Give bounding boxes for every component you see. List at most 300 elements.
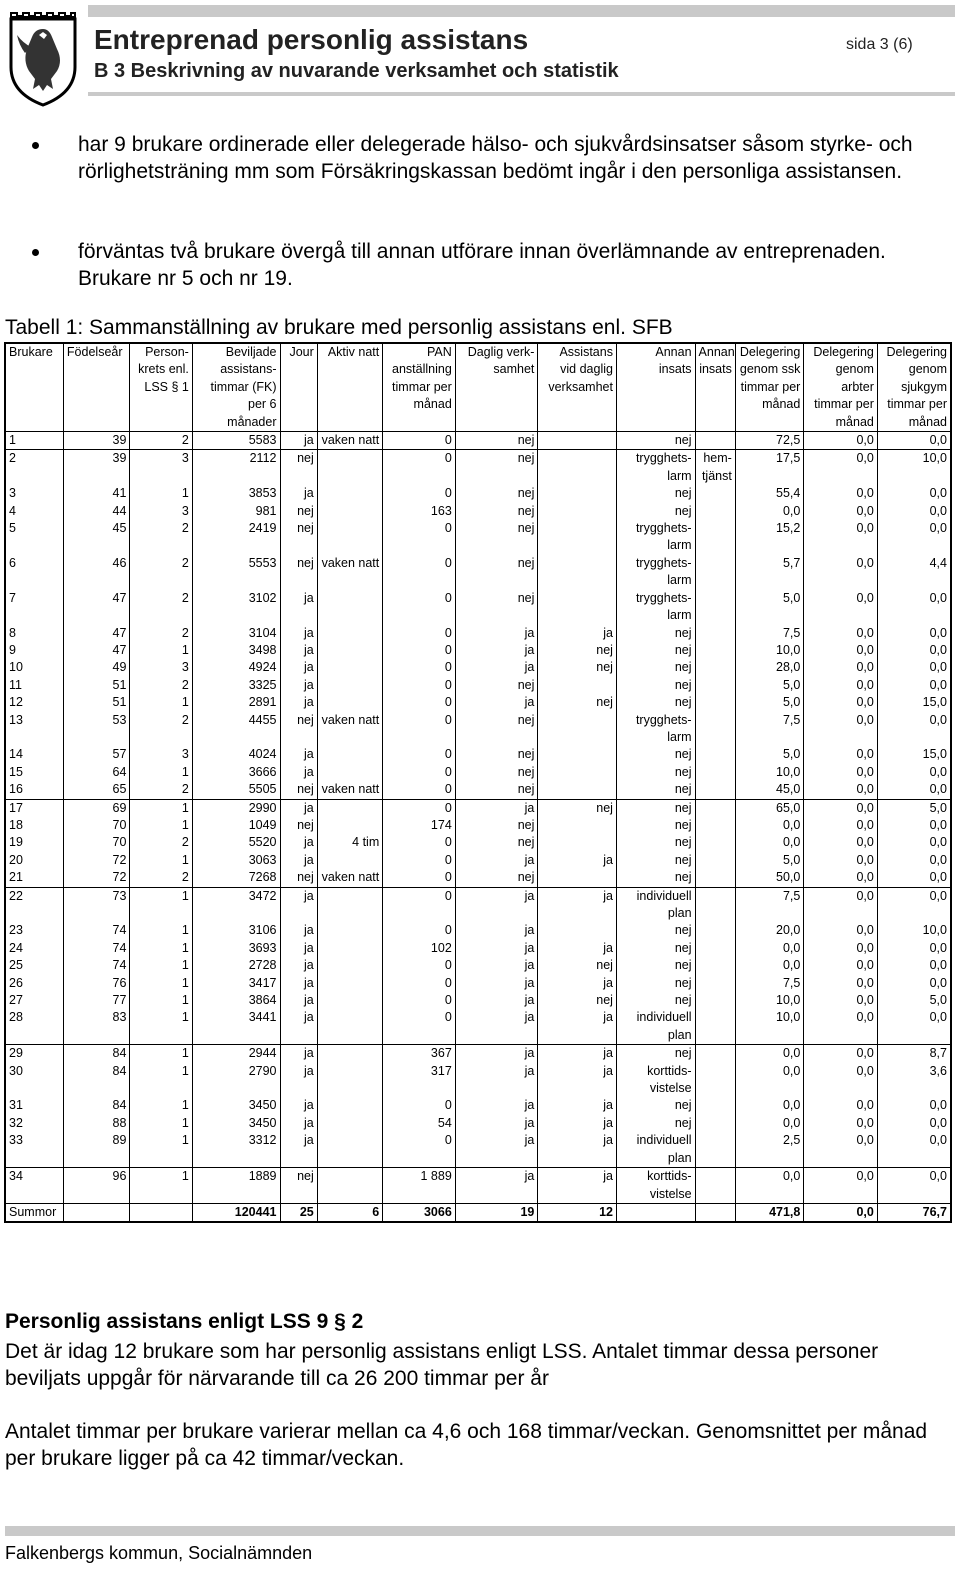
table-cell: 0 <box>383 642 456 659</box>
table-cell: 28,0 <box>735 659 804 676</box>
table-cell <box>695 992 735 1009</box>
table-cell: 51 <box>63 677 129 694</box>
table-cell: 46 <box>63 555 129 590</box>
table-cell: nej <box>616 677 695 694</box>
table-row <box>5 1132 951 1167</box>
table-cell: 0,0 <box>804 1097 878 1114</box>
table-cell: 2 <box>130 869 192 887</box>
table-cell: 74 <box>63 940 129 957</box>
table-cell: 0,0 <box>804 834 878 851</box>
table-cell: 10,0 <box>735 1009 804 1044</box>
table-cell: 0,0 <box>735 1063 804 1098</box>
table-cell: ja <box>280 694 317 711</box>
table-row <box>5 712 951 747</box>
column-header: Brukare <box>5 343 63 432</box>
bullet-dot-icon <box>32 249 39 256</box>
table-cell: 3 <box>130 659 192 676</box>
table-cell: ja <box>455 940 538 957</box>
table-cell <box>538 432 617 450</box>
table-cell: 0,0 <box>735 1115 804 1132</box>
table-cell: 0,0 <box>804 590 878 625</box>
table-cell <box>317 694 382 711</box>
table-cell: 0,0 <box>877 1009 951 1044</box>
table-cell <box>695 659 735 676</box>
table-cell: 21 <box>5 869 63 887</box>
table-cell <box>695 520 735 555</box>
table-cell: 1 <box>130 922 192 939</box>
table-cell: ja <box>455 1063 538 1098</box>
table-cell: 3417 <box>192 975 280 992</box>
table-cell: ja <box>455 1097 538 1114</box>
table-cell: 5,0 <box>877 992 951 1009</box>
table-cell: 317 <box>383 1063 456 1098</box>
table-cell: 0,0 <box>804 694 878 711</box>
table-cell: nej <box>616 764 695 781</box>
section-heading: Personlig assistans enligt LSS 9 § 2 <box>5 1310 364 1333</box>
table-cell: 0 <box>383 555 456 590</box>
table-cell: 0,0 <box>877 432 951 450</box>
table-cell: ja <box>280 940 317 957</box>
table-cell: 84 <box>63 1045 129 1063</box>
table-cell <box>695 940 735 957</box>
table-cell: 10,0 <box>735 642 804 659</box>
table-cell: ja <box>280 852 317 869</box>
table-cell: 7268 <box>192 869 280 887</box>
column-header: Aktiv natt <box>317 343 382 432</box>
table-cell: ja <box>280 887 317 922</box>
table-cell: nej <box>538 694 617 711</box>
table-cell: 65,0 <box>735 799 804 817</box>
table-cell <box>695 975 735 992</box>
table-cell: nej <box>616 1097 695 1114</box>
table-cell <box>695 781 735 799</box>
table-cell: 8 <box>5 625 63 642</box>
column-header: Person-krets enl. LSS § 1 <box>130 343 192 432</box>
table-row <box>5 555 951 590</box>
table-cell: ja <box>280 746 317 763</box>
table-cell: ja <box>280 642 317 659</box>
table-cell: nej <box>538 799 617 817</box>
table-cell <box>695 887 735 922</box>
table-cell: 7,5 <box>735 887 804 922</box>
table-cell: 0,0 <box>877 957 951 974</box>
table-row <box>5 1063 951 1098</box>
table-cell <box>317 1168 382 1204</box>
table-cell: 70 <box>63 834 129 851</box>
table-cell: nej <box>616 869 695 887</box>
table-cell: trygghets-larm <box>616 712 695 747</box>
table-cell: individuell plan <box>616 887 695 922</box>
table-cell: 3853 <box>192 485 280 502</box>
summary-cell: 0,0 <box>804 1203 878 1222</box>
table-cell <box>695 485 735 502</box>
table-cell: ja <box>455 992 538 1009</box>
table-cell <box>538 781 617 799</box>
table-cell: 1 <box>130 957 192 974</box>
table-cell: 3472 <box>192 887 280 922</box>
table-cell: 0,0 <box>804 781 878 799</box>
bullet-item <box>78 238 938 292</box>
table-cell: 50,0 <box>735 869 804 887</box>
table-cell: 0,0 <box>735 503 804 520</box>
table-cell <box>538 590 617 625</box>
table-cell: ja <box>538 1097 617 1114</box>
column-header: Assistans vid daglig verksamhet <box>538 343 617 432</box>
table-cell <box>695 432 735 450</box>
table-cell: 4 tim <box>317 834 382 851</box>
table-cell: 10,0 <box>735 764 804 781</box>
table-cell: 0,0 <box>877 659 951 676</box>
table-cell <box>317 1045 382 1063</box>
table-cell <box>538 869 617 887</box>
table-cell: 0,0 <box>804 975 878 992</box>
table-cell: 10,0 <box>877 922 951 939</box>
table-cell: 0 <box>383 922 456 939</box>
table-cell: ja <box>280 799 317 817</box>
table-cell: 57 <box>63 746 129 763</box>
table-cell: 1 <box>130 852 192 869</box>
table-cell: 0,0 <box>804 1168 878 1204</box>
table-cell: ja <box>538 975 617 992</box>
table-cell: 0,0 <box>877 677 951 694</box>
table-cell: 18 <box>5 817 63 834</box>
table-cell: 3498 <box>192 642 280 659</box>
table-cell: 1 <box>130 1097 192 1114</box>
table-cell: 5,0 <box>735 590 804 625</box>
table-cell <box>317 1097 382 1114</box>
table-cell: 47 <box>63 590 129 625</box>
table-cell: ja <box>455 1009 538 1044</box>
document-title: Entreprenad personlig assistans <box>94 24 529 55</box>
column-header: Delegering genom ssk timmar per månad <box>735 343 804 432</box>
table-cell: 0,0 <box>877 503 951 520</box>
table-cell: 10 <box>5 659 63 676</box>
table-cell: ja <box>280 1115 317 1132</box>
table-cell <box>317 746 382 763</box>
table-cell <box>317 677 382 694</box>
table-cell: 1889 <box>192 1168 280 1204</box>
table-cell: 0,0 <box>804 1115 878 1132</box>
table-cell: ja <box>538 1168 617 1204</box>
table-cell: 15,0 <box>877 746 951 763</box>
table-cell: nej <box>280 520 317 555</box>
table-cell: 0,0 <box>804 887 878 922</box>
table-cell: 73 <box>63 887 129 922</box>
table-cell <box>695 1115 735 1132</box>
table-cell: 3102 <box>192 590 280 625</box>
table-cell: 55,4 <box>735 485 804 502</box>
table-cell: 5,0 <box>735 677 804 694</box>
table-cell: 0 <box>383 677 456 694</box>
table-cell: 0,0 <box>877 1168 951 1204</box>
table-cell: 51 <box>63 694 129 711</box>
table-cell <box>317 520 382 555</box>
table-cell: ja <box>538 1045 617 1063</box>
table-cell <box>317 485 382 502</box>
table-cell: ja <box>455 1045 538 1063</box>
table-cell: 0,0 <box>804 922 878 939</box>
table-cell: nej <box>455 450 538 485</box>
table-cell: 47 <box>63 625 129 642</box>
table-cell: 1 <box>130 485 192 502</box>
table-cell: 5505 <box>192 781 280 799</box>
table-cell: 2 <box>130 555 192 590</box>
table-cell: 0,0 <box>804 659 878 676</box>
table-row <box>5 764 951 781</box>
table-cell: ja <box>455 852 538 869</box>
column-header: Födelseår <box>63 343 129 432</box>
table-cell: 1 889 <box>383 1168 456 1204</box>
table-cell: 39 <box>63 450 129 485</box>
table-cell: 0,0 <box>877 764 951 781</box>
table-cell <box>538 746 617 763</box>
table-cell <box>317 625 382 642</box>
summary-cell: 19 <box>455 1203 538 1222</box>
table-cell: 3106 <box>192 922 280 939</box>
table-cell: nej <box>455 503 538 520</box>
table-cell <box>695 1063 735 1098</box>
table-cell: 0,0 <box>804 764 878 781</box>
table-cell: hem-tjänst <box>695 450 735 485</box>
table-cell: 1 <box>130 992 192 1009</box>
table-cell <box>317 642 382 659</box>
table-cell: 1 <box>130 799 192 817</box>
table-cell: 17 <box>5 799 63 817</box>
table-cell: 5,0 <box>735 746 804 763</box>
table-cell: 1 <box>130 1009 192 1044</box>
table-cell: 4 <box>5 503 63 520</box>
table-cell: nej <box>455 555 538 590</box>
table-cell <box>695 817 735 834</box>
table-cell: 1 <box>130 764 192 781</box>
table-cell: 20 <box>5 852 63 869</box>
document-subtitle: B 3 Beskrivning av nuvarande verksamhet och statistik <box>94 60 619 82</box>
table-cell: nej <box>538 659 617 676</box>
table-cell: nej <box>280 869 317 887</box>
table-cell: 0,0 <box>735 1045 804 1063</box>
table-cell: 1 <box>130 940 192 957</box>
table-row <box>5 817 951 834</box>
table-row <box>5 432 951 450</box>
table-cell: nej <box>280 1168 317 1204</box>
table-cell: 5583 <box>192 432 280 450</box>
table-cell: vaken natt <box>317 555 382 590</box>
table-row <box>5 485 951 502</box>
table-cell: 0,0 <box>804 677 878 694</box>
table-cell: 30 <box>5 1063 63 1098</box>
table-cell: nej <box>616 485 695 502</box>
table-cell: 64 <box>63 764 129 781</box>
table-cell: 0 <box>383 590 456 625</box>
table-cell: ja <box>455 659 538 676</box>
table-cell: nej <box>280 503 317 520</box>
table-cell: 1 <box>5 432 63 450</box>
table-cell: 174 <box>383 817 456 834</box>
table-cell: 19 <box>5 834 63 851</box>
table-cell: 83 <box>63 1009 129 1044</box>
table-cell: 0,0 <box>877 940 951 957</box>
table-cell: nej <box>455 677 538 694</box>
table-row <box>5 940 951 957</box>
table-cell <box>317 1132 382 1167</box>
table-cell: 0,0 <box>804 1045 878 1063</box>
table-cell <box>317 852 382 869</box>
table-cell: nej <box>616 625 695 642</box>
table-cell: 2 <box>130 520 192 555</box>
table-cell: 0 <box>383 694 456 711</box>
table-row <box>5 659 951 676</box>
table-cell: 0,0 <box>804 1063 878 1098</box>
table-cell: 3450 <box>192 1097 280 1114</box>
table-cell: nej <box>280 781 317 799</box>
table-cell: 0,0 <box>735 1168 804 1204</box>
summary-cell: 3066 <box>383 1203 456 1222</box>
table-cell: 7,5 <box>735 625 804 642</box>
table-cell: ja <box>280 1063 317 1098</box>
table-cell: ja <box>455 694 538 711</box>
table-cell: ja <box>455 642 538 659</box>
table-cell <box>695 712 735 747</box>
table-cell: ja <box>280 1009 317 1044</box>
table-cell: 0,0 <box>735 834 804 851</box>
table-cell: 5,0 <box>735 852 804 869</box>
table-cell: 0 <box>383 1132 456 1167</box>
table-cell: nej <box>616 992 695 1009</box>
table-cell: 12 <box>5 694 63 711</box>
table-cell: ja <box>455 1132 538 1167</box>
table-cell: 2 <box>130 834 192 851</box>
table-cell: 84 <box>63 1097 129 1114</box>
table-cell: 76 <box>63 975 129 992</box>
table-cell: 2891 <box>192 694 280 711</box>
table-cell: 26 <box>5 975 63 992</box>
table-cell: vaken natt <box>317 432 382 450</box>
table-cell <box>317 799 382 817</box>
table-cell: nej <box>616 746 695 763</box>
table-cell <box>317 450 382 485</box>
table-cell <box>695 642 735 659</box>
table-cell: 0,0 <box>804 1009 878 1044</box>
table-cell: 5520 <box>192 834 280 851</box>
table-cell: korttids-vistelse <box>616 1063 695 1098</box>
table-cell <box>317 922 382 939</box>
table-cell: ja <box>280 625 317 642</box>
table-cell: 3 <box>5 485 63 502</box>
table-cell: 77 <box>63 992 129 1009</box>
table-cell: nej <box>616 922 695 939</box>
table-cell: 1 <box>130 1168 192 1204</box>
table-cell: 1 <box>130 1045 192 1063</box>
table-row <box>5 590 951 625</box>
table-cell: 72 <box>63 852 129 869</box>
table-cell: 0 <box>383 432 456 450</box>
table-cell: 0,0 <box>804 712 878 747</box>
table-cell: 367 <box>383 1045 456 1063</box>
table-cell: 3312 <box>192 1132 280 1167</box>
table-cell: nej <box>455 817 538 834</box>
table-cell: 39 <box>63 432 129 450</box>
table-cell: 0 <box>383 957 456 974</box>
table-row <box>5 922 951 939</box>
table-cell: 1 <box>130 694 192 711</box>
table-row <box>5 677 951 694</box>
page-number: sida 3 (6) <box>846 36 913 53</box>
table-cell: 3,6 <box>877 1063 951 1098</box>
table-cell: 27 <box>5 992 63 1009</box>
table-cell: 33 <box>5 1132 63 1167</box>
table-cell: nej <box>455 834 538 851</box>
table-cell: ja <box>280 1097 317 1114</box>
table-cell: 10,0 <box>877 450 951 485</box>
table-cell: 0,0 <box>804 520 878 555</box>
table-cell: ja <box>455 887 538 922</box>
table-cell: nej <box>616 852 695 869</box>
table-cell: 3063 <box>192 852 280 869</box>
table-cell: 1 <box>130 887 192 922</box>
table-cell: 45,0 <box>735 781 804 799</box>
table-cell: 2 <box>130 625 192 642</box>
table-cell: 2990 <box>192 799 280 817</box>
table-cell <box>695 799 735 817</box>
table-cell: 2790 <box>192 1063 280 1098</box>
table-cell: 0,0 <box>877 485 951 502</box>
table-cell: nej <box>616 817 695 834</box>
table-cell: nej <box>455 485 538 502</box>
section-paragraph: Antalet timmar per brukare varierar mellan ca 4,6 och 168 timmar/veckan. Genomsnittet per månad per brukare ligger på ca 42 timmar/veckan. <box>5 1420 928 1470</box>
table-cell <box>317 503 382 520</box>
table-cell: 0 <box>383 746 456 763</box>
summary-cell: 120441 <box>192 1203 280 1222</box>
table-cell: nej <box>616 799 695 817</box>
summary-cell <box>616 1203 695 1222</box>
summary-cell: Summor <box>5 1203 63 1222</box>
summary-cell: 6 <box>317 1203 382 1222</box>
table-cell: 5,7 <box>735 555 804 590</box>
municipal-crest-icon <box>5 5 81 107</box>
table-cell: 34 <box>5 1168 63 1204</box>
table-cell: 0,0 <box>804 450 878 485</box>
table-cell <box>538 922 617 939</box>
table-cell: ja <box>538 1115 617 1132</box>
table-cell: 0,0 <box>877 975 951 992</box>
table-cell: ja <box>280 957 317 974</box>
table-cell: 0,0 <box>735 940 804 957</box>
table-row <box>5 450 951 485</box>
table-cell: vaken natt <box>317 781 382 799</box>
table-cell: 0,0 <box>877 712 951 747</box>
table-cell: nej <box>455 520 538 555</box>
column-header: Annan insats <box>616 343 695 432</box>
table-cell: 44 <box>63 503 129 520</box>
table-cell: nej <box>455 432 538 450</box>
table-cell: 89 <box>63 1132 129 1167</box>
table-cell: 0 <box>383 975 456 992</box>
table-cell: 15,2 <box>735 520 804 555</box>
table-cell <box>538 677 617 694</box>
table-cell: 0,0 <box>804 432 878 450</box>
table-row <box>5 834 951 851</box>
table-cell <box>538 817 617 834</box>
table-cell: 9 <box>5 642 63 659</box>
table-cell: 8,7 <box>877 1045 951 1063</box>
table-cell: 1 <box>130 817 192 834</box>
table-cell: nej <box>616 694 695 711</box>
table-cell: nej <box>538 642 617 659</box>
table-cell: 0,0 <box>735 817 804 834</box>
table-header-row <box>5 343 951 432</box>
column-header: Beviljade assistans-timmar (FK) per 6 månader <box>192 343 280 432</box>
table-cell <box>317 1115 382 1132</box>
